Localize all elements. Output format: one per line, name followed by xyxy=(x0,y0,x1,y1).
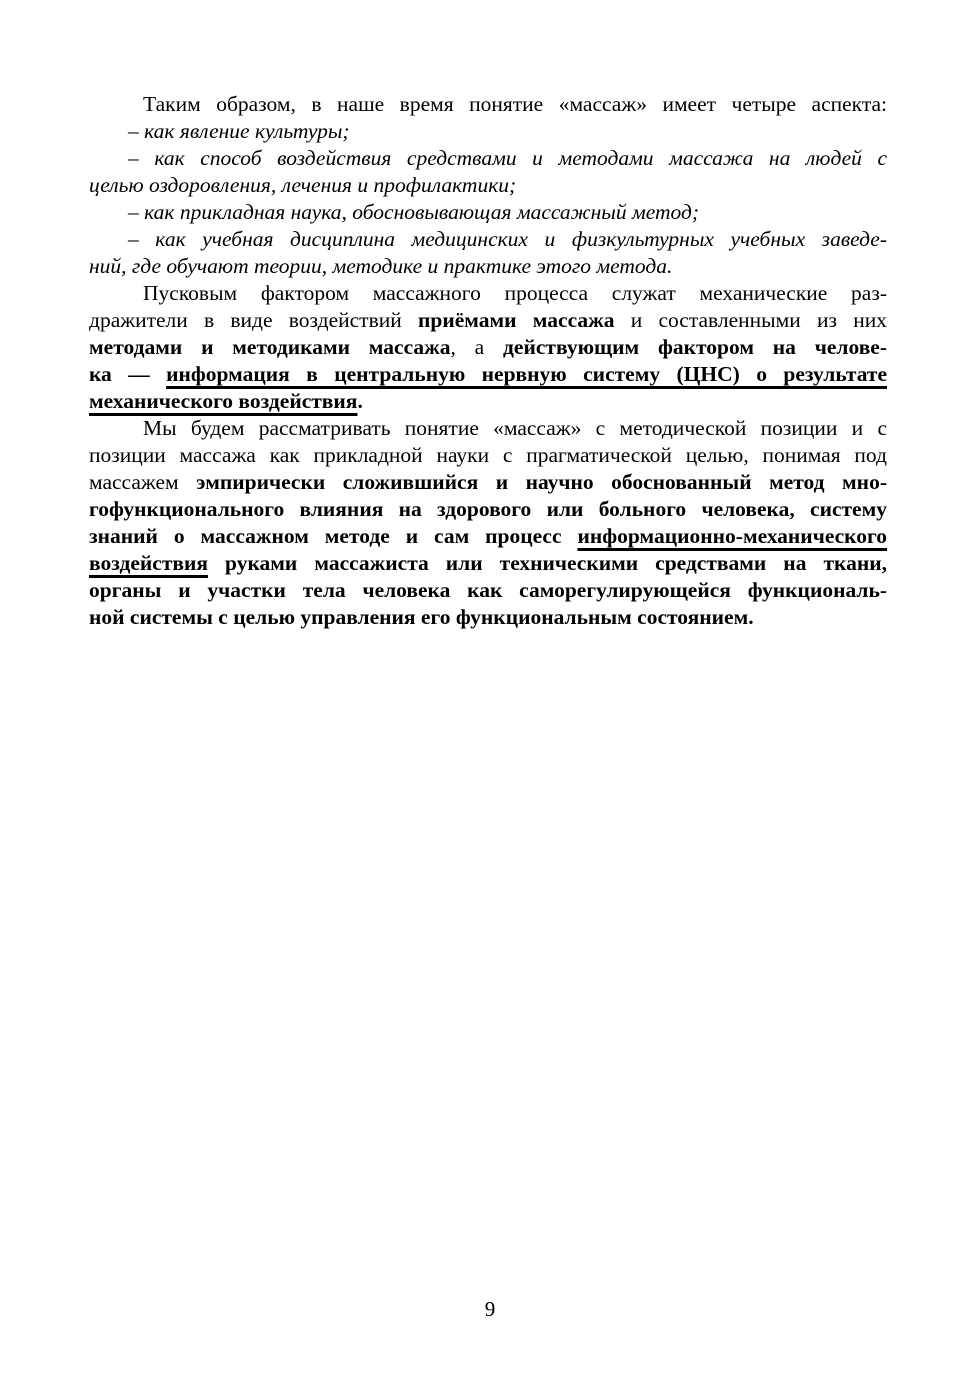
text-line xyxy=(89,226,887,253)
text-segment: ной системы с целью управления его функциональным состоянием. xyxy=(89,605,754,629)
text-line xyxy=(89,172,887,199)
text-segment: позиции массажа как прикладной науки с прагматической целью, понимая под xyxy=(89,443,887,467)
text-segment: Пусковым фактором массажного процесса служат механические раз- xyxy=(143,281,887,305)
text-segment: знаний о массажном методе и сам процесс xyxy=(89,524,578,548)
text-segment: Мы будем рассматривать понятие «массаж» с методической позиции и с xyxy=(143,416,887,440)
text-segment: методами и методиками массажа xyxy=(89,335,451,359)
text-line xyxy=(89,550,887,577)
text-line xyxy=(89,145,887,172)
text-line xyxy=(89,334,887,361)
text-segment: целью оздоровления, лечения и профилактики; xyxy=(89,173,517,197)
text-line xyxy=(89,577,887,604)
text-segment: , а xyxy=(450,335,504,359)
text-line xyxy=(89,253,887,280)
text-segment: Таким образом, в наше время понятие «массаж» имеет четыре аспекта: xyxy=(143,92,887,116)
text-line xyxy=(89,523,887,550)
text-segment: – как учебная дисциплина медицинских и физкультурных учебных заведе- xyxy=(128,227,887,251)
text-line xyxy=(89,604,887,631)
text-segment: информация в центральную нервную систему (ЦНС) о результате xyxy=(166,362,887,386)
page-number: 9 xyxy=(484,1297,496,1321)
text-segment: ний, где обучают теории, методике и практике этого метода. xyxy=(89,254,673,278)
text-segment: – как способ воздействия средствами и методами массажа на людей с xyxy=(128,146,887,170)
text-line xyxy=(89,496,887,523)
text-line xyxy=(89,469,887,496)
text-segment: руками массажиста или техническими средствами на ткани, xyxy=(208,551,887,575)
text-segment: – как явление культуры; xyxy=(128,119,350,143)
text-segment: гофункционального влияния на здорового или больного человека, систему xyxy=(89,497,887,521)
text-line xyxy=(89,118,887,145)
text-segment: органы и участки тела человека как саморегулирующейся функциональ- xyxy=(89,578,887,602)
page-text xyxy=(89,91,887,631)
text-segment: – как прикладная наука, обосновывающая массажный метод; xyxy=(128,200,699,224)
text-line xyxy=(89,280,887,307)
text-segment: воздействия xyxy=(89,551,209,575)
text-segment: и составленными из них xyxy=(614,308,887,332)
text-line xyxy=(89,415,887,442)
text-line xyxy=(89,91,887,118)
text-line xyxy=(89,442,887,469)
text-segment: эмпирически сложившийся и научно обоснованный метод мно- xyxy=(196,470,887,494)
text-segment: приёмами массажа xyxy=(417,308,615,332)
text-segment: . xyxy=(357,389,363,413)
text-line xyxy=(89,199,887,226)
text-segment: действующим фактором на челове- xyxy=(503,335,888,359)
text-segment: массажем xyxy=(89,470,197,494)
text-segment: дражители в виде воздействий xyxy=(89,308,418,332)
text-segment: ка — xyxy=(89,362,167,386)
text-segment: механического воздействия xyxy=(89,389,358,413)
text-line xyxy=(89,388,887,415)
text-segment: информационно-механического xyxy=(577,524,887,548)
text-line xyxy=(89,307,887,334)
text-line xyxy=(89,361,887,388)
